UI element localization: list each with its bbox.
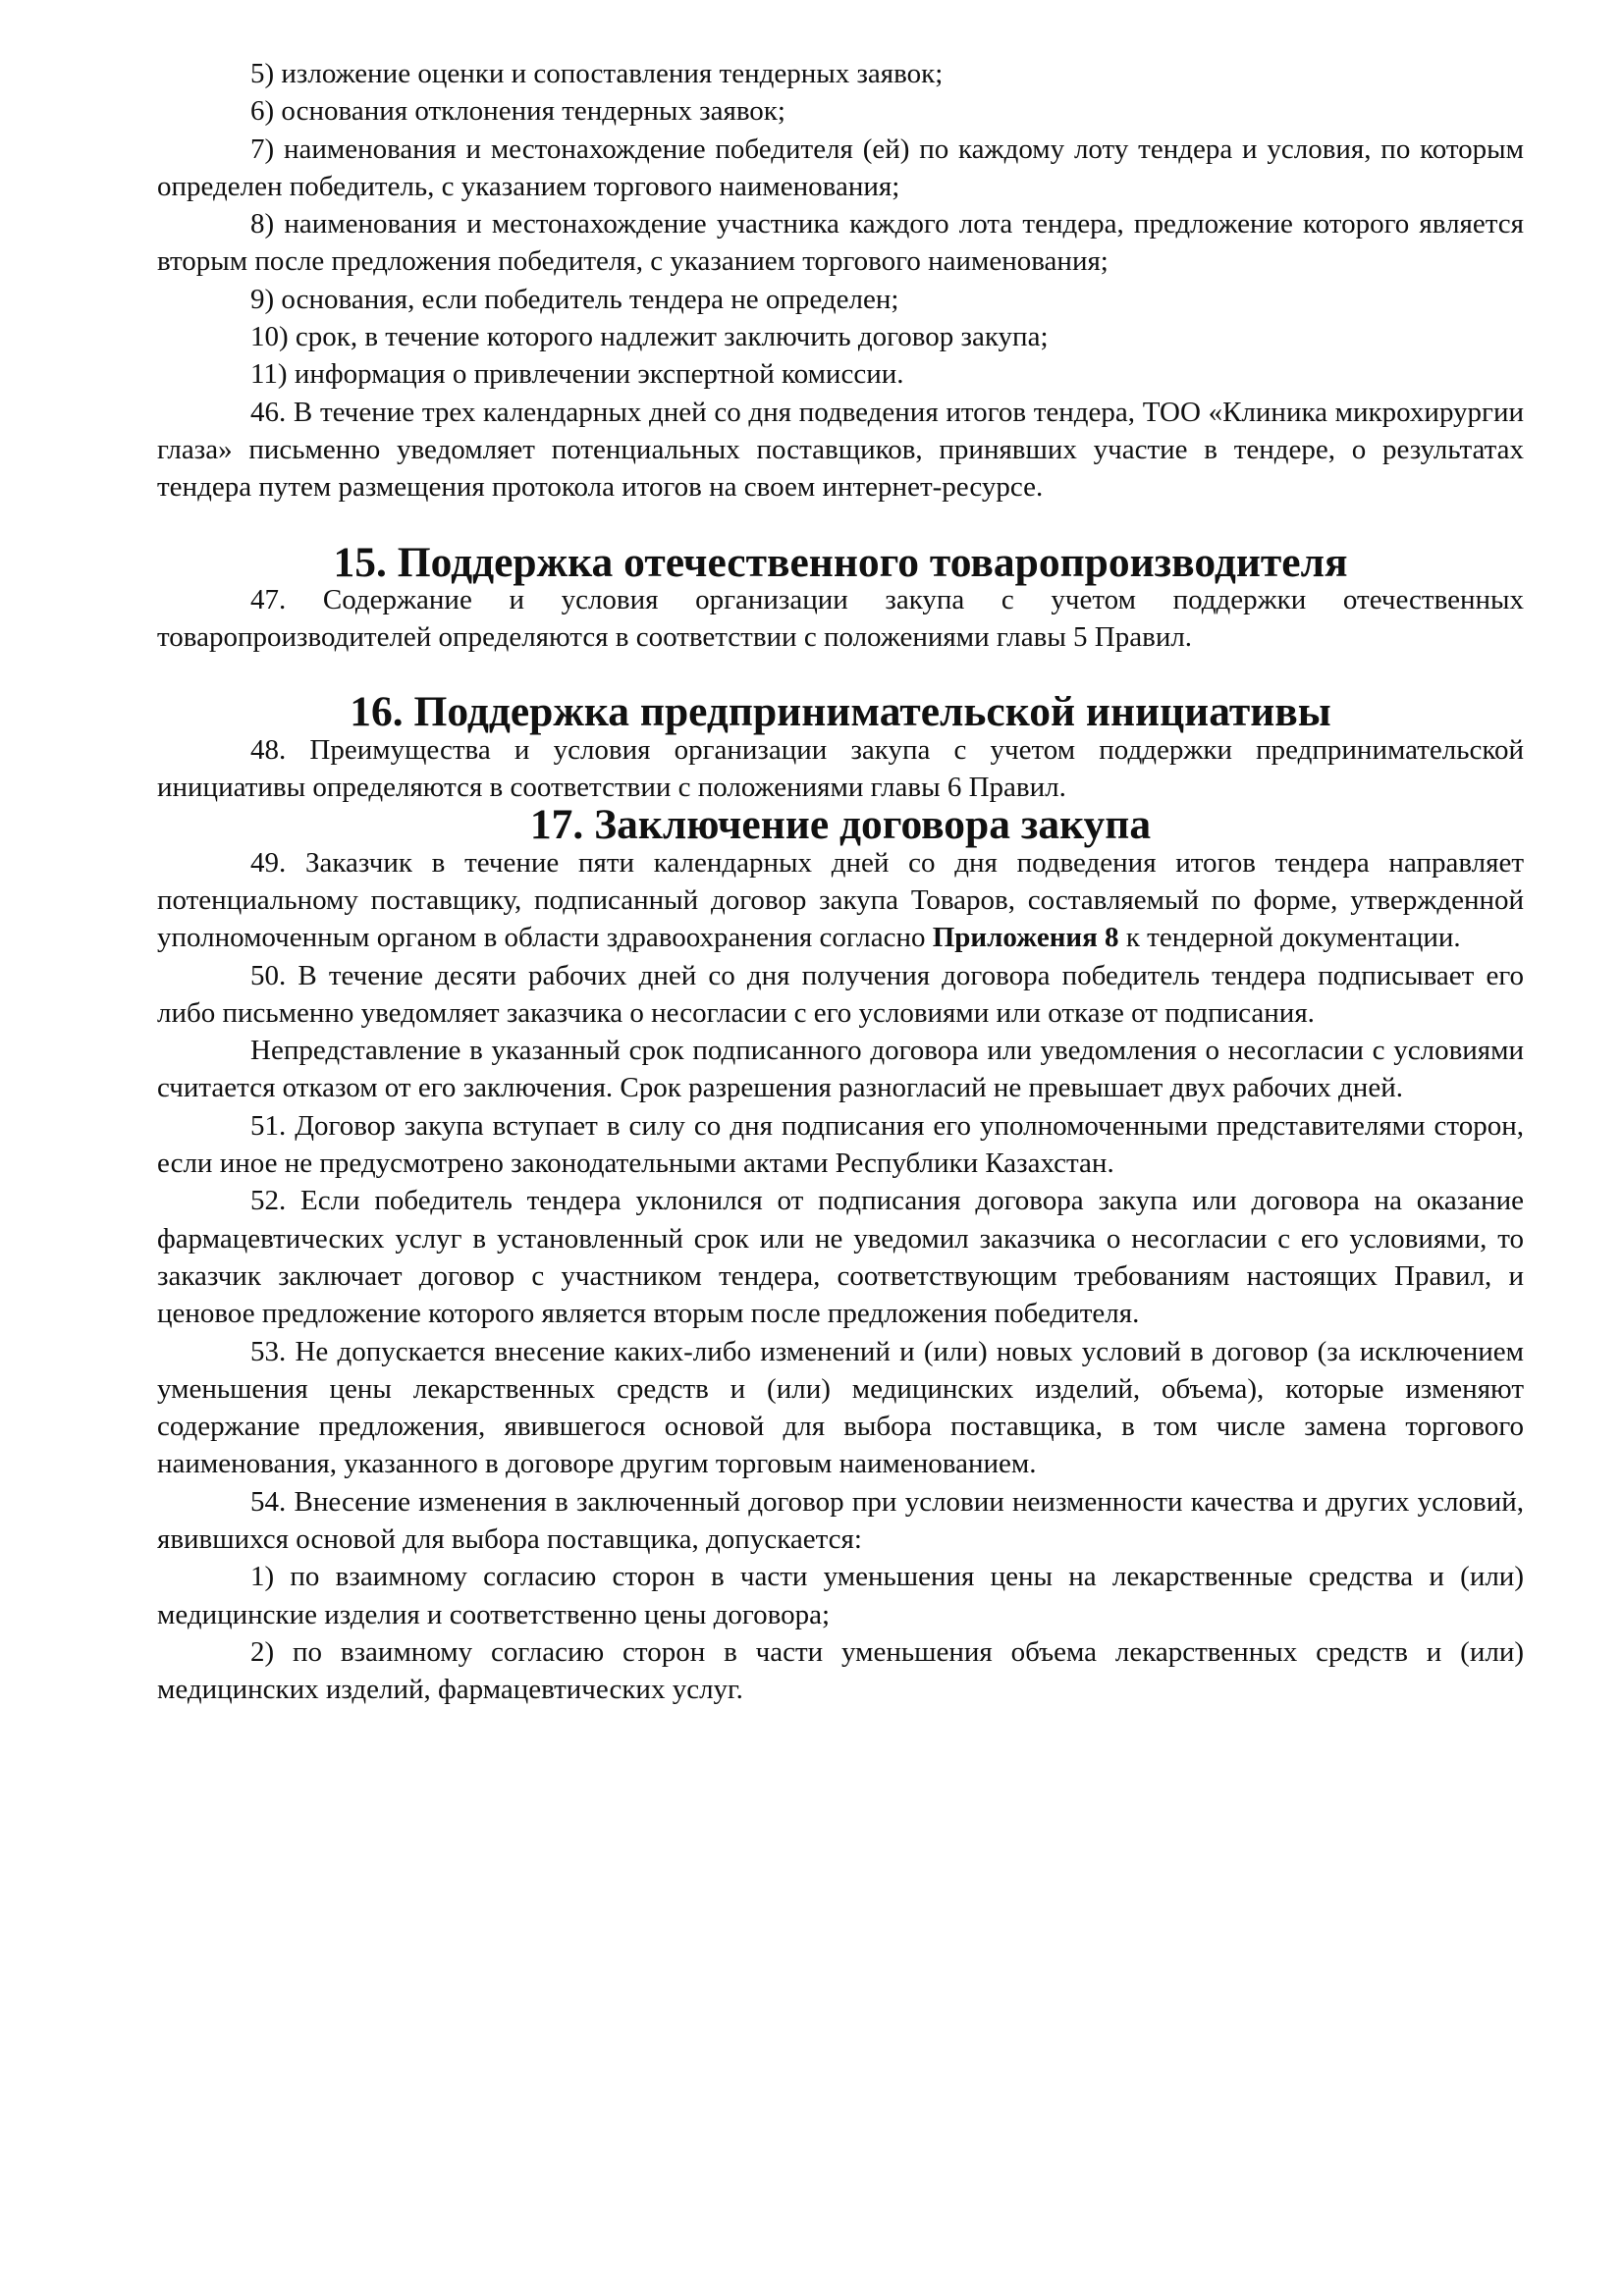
section-15-title: 15. Поддержка отечественного товаропроизводителя [333, 538, 1348, 586]
list-item-9: 9) основания, если победитель тендера не определен; [250, 283, 899, 315]
appendix-reference: Приложения 8 [932, 922, 1119, 954]
paragraph-49-text: 49. Заказчик в течение пяти календарных дней со дня подведения итогов тендера направляет потенциальному поставщику, подписанный договор закупа Товаров, составляемый по форме, утвержденной уполномоченным органом в области здравоохранения согласно [157, 846, 1524, 954]
paragraph-46: 46. В течение трех календарных дней со дня подведения итогов тендера, ТОО «Клиника микрохирургии глаза» письменно уведомляет потенциальных поставщиков, принявших участие в тендере, о результатах тендера путем размещения протокола итогов на своем интернет-ресурсе. [157, 396, 1524, 504]
paragraph-49 [157, 844, 1524, 957]
paragraph-52: 52. Если победитель тендера уклонился от подписания договора закупа или договора на оказание фармацевтических услуг в установленный срок или не уведомил заказчика о несогласии с его условиями, то заказчик заключает договор с участником тендера, соответствующим требованиям настоящих Правил, и ценовое предложение которого является вторым после предложения победителя. [157, 1185, 1524, 1330]
list-item-7: 7) наименования и местонахождение победителя (ей) по каждому лоту тендера и условия, по которым определен победитель, с указанием торгового наименования; [157, 133, 1524, 202]
paragraph-51: 51. Договор закупа вступает в силу со дня подписания его уполномоченными представителями сторон, если иное не предусмотрено законодательными актами Республики Казахстан. [157, 1109, 1524, 1180]
paragraph-48: 48. Преимущества и условия организации закупа с учетом поддержки предпринимательской инициативы определяются в соответствии с положениями главы 6 Правил. [157, 733, 1524, 804]
paragraph-49-tail: к тендерной документации. [1118, 922, 1461, 954]
section-17-title: 17. Заключение договора закупа [529, 801, 1152, 849]
list-item-5: 5) изложение оценки и сопоставления тендерных заявок; [250, 58, 944, 89]
paragraph-50: 50. В течение десяти рабочих дней со дня получения договора победитель тендера подписывает его либо письменно уведомляет заказчика о несогласии с его условиями или отказе от подписания. [157, 959, 1524, 1029]
paragraph-50-continued: Непредставление в указанный срок подписанного договора или уведомления о несогласии с условиями считается отказом от его заключения. Срок разрешения разногласий не превышает двух рабочих дней. [157, 1035, 1524, 1104]
list-item-11: 11) информация о привлечении экспертной комиссии. [250, 358, 904, 391]
list-item-10: 10) срок, в течение которого надлежит заключить договор закупа; [250, 321, 1049, 353]
paragraph-54-item-1: 1) по взаимному согласию сторон в части уменьшения цены на лекарственные средства и (или) медицинские изделия и соответственно цены договора; [157, 1561, 1524, 1630]
paragraph-47: 47. Содержание и условия организации закупа с учетом поддержки отечественных товаропроизводителей определяются в соответствии с положениями главы 5 Правил. [157, 583, 1524, 654]
document-page [157, 55, 1524, 1708]
paragraph-53: 53. Не допускается внесение каких-либо изменений и (или) новых условий в договор (за исключением уменьшения цены лекарственных средств и (или) медицинских изделий, объема), которые изменяют содержание предложения, явившегося основой для выбора поставщика, в том числе замена торгового наименования, указанного в договоре другим торговым наименованием. [157, 1335, 1524, 1480]
list-item-8: 8) наименования и местонахождение участника каждого лота тендера, предложение которого является вторым после предложения победителя, с указанием торгового наименования; [157, 208, 1524, 278]
paragraph-54: 54. Внесение изменения в заключенный договор при условии неизменности качества и других условий, явившихся основой для выбора поставщика, допускается: [157, 1485, 1524, 1555]
list-item-6: 6) основания отклонения тендерных заявок; [250, 95, 785, 128]
paragraph-54-item-2: 2) по взаимному согласию сторон в части уменьшения объема лекарственных средств и (или) медицинских изделий, фармацевтических услуг. [157, 1635, 1524, 1706]
spacer [157, 507, 1524, 544]
section-16-title: 16. Поддержка предпринимательской инициативы [350, 688, 1331, 736]
